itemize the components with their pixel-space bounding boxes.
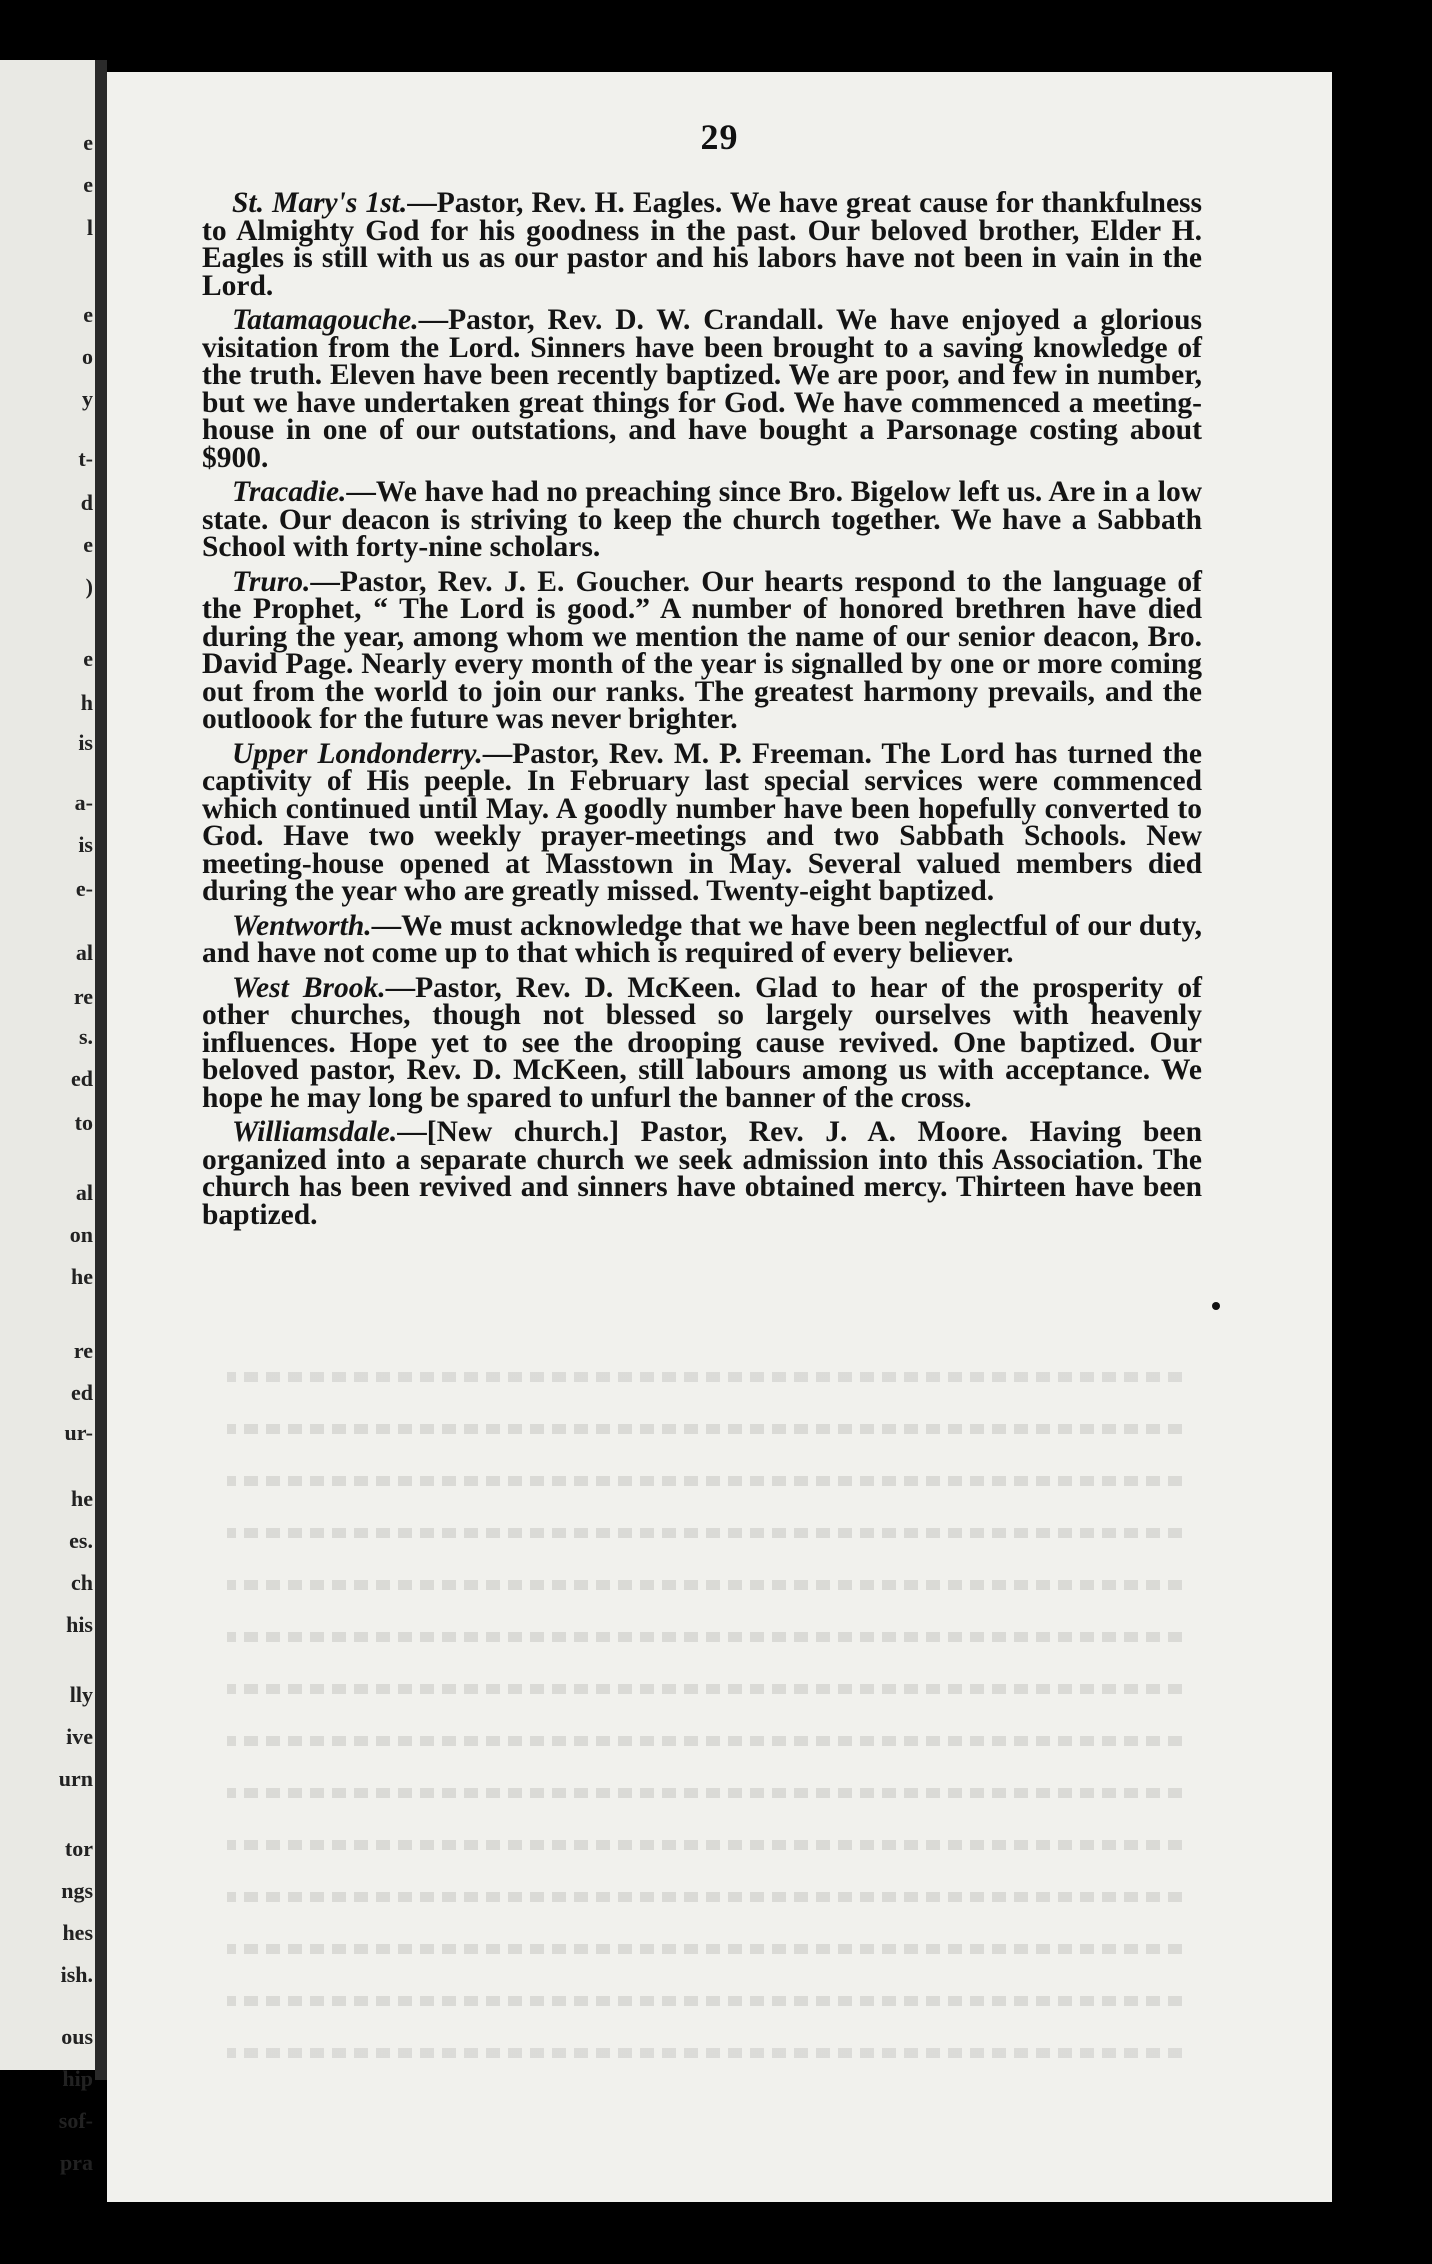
bleed-line — [227, 1528, 1182, 1538]
margin-fragment: pra — [60, 2150, 93, 2175]
margin-fragment: his — [66, 1612, 93, 1637]
report-text: —We have had no preaching since Bro. Bigelow left us. Are in a low state. Our deacon is striving to keep the church together. We have a Sabbath School with forty-nine scholars. — [202, 476, 1202, 563]
report-text: —Pastor, Rev. H. Eagles. We have great cause for thankfulness to Almighty God for his goodness in the past. Our beloved brother, Elder H. Eagles is still with us as our pastor and his labors have not been in vain in the Lord. — [202, 187, 1202, 302]
church-reports — [202, 187, 1202, 1236]
church-name: Tracadie. — [232, 476, 347, 508]
church-report-tatamagouche — [202, 304, 1202, 474]
margin-fragment: s. — [78, 1024, 93, 1049]
bleed-line — [227, 1476, 1182, 1486]
bleed-line — [227, 1684, 1182, 1694]
margin-fragment: ch — [71, 1570, 93, 1595]
report-text: —Pastor, Rev. D. McKeen. Glad to hear of the prosperity of other churches, though not blessed so largely ourselves with heavenly influences. Hope yet to see the drooping cause revived. One baptized. Our beloved pastor, Rev. D. McKeen, still labours among us with acceptance. We hope he may long be spared to unfurl the banner of the cross. — [202, 971, 1202, 1114]
margin-fragment: e — [83, 172, 93, 197]
margin-fragment: l — [86, 215, 93, 240]
margin-fragment: on — [69, 1222, 93, 1247]
margin-fragment: ed — [71, 1066, 93, 1091]
margin-fragment: is — [78, 730, 93, 755]
margin-fragment: al — [75, 940, 93, 965]
bleed-line — [227, 1736, 1182, 1746]
church-name: Truro. — [232, 565, 311, 598]
report-text: —Pastor, Rev. M. P. Freeman. The Lord has turned the captivity of His peeple. In February last special services were commenced which continued until May. A goodly number have been hopefully converted to God. Have two weekly prayer-meetings and two Sabbath Schools. New meeting-house opened at Masstown in May. Several valued members died during the year who are greatly missed. Twenty-eight baptized. — [202, 737, 1202, 907]
bleed-line — [227, 1580, 1182, 1590]
margin-fragment: ) — [85, 574, 93, 599]
bleed-line — [227, 1944, 1182, 1954]
margin-fragment: a- — [74, 790, 93, 815]
margin-fragment: d — [80, 490, 93, 515]
report-text: —We must acknowledge that we have been neglectful of our duty, and have not come up to that which is required of every believer. — [202, 909, 1202, 969]
bleed-line — [227, 2048, 1182, 2058]
margin-fragment: to — [74, 1110, 93, 1135]
church-report-truro — [202, 565, 1202, 735]
margin-fragment: t- — [78, 446, 93, 471]
church-name: Tatamagouche. — [232, 304, 419, 336]
margin-fragment: ous — [61, 2024, 93, 2049]
margin-fragment: is — [78, 832, 93, 857]
margin-fragment: lly — [69, 1682, 93, 1707]
church-report-st-marys — [202, 187, 1202, 302]
church-report-upper-londonderry — [202, 737, 1202, 907]
margin-fragment: e — [83, 646, 93, 671]
ink-mark — [1212, 1302, 1220, 1310]
church-report-west-brook — [202, 971, 1202, 1114]
report-text: —Pastor, Rev. D. W. Crandall. We have enjoyed a glorious visitation from the Lord. Sinners have been brought to a saving knowledge of the truth. Eleven have been recently baptized. We are poor, and few in number, but we have undertaken great things for God. We have commenced a meeting-house in one of our outstations, and have bought a Parsonage costing about $900. — [202, 304, 1202, 474]
church-report-williamsdale — [202, 1116, 1202, 1231]
margin-fragment: y — [82, 386, 93, 411]
church-name: Upper Londonderry. — [232, 737, 483, 770]
church-name: Wentworth. — [232, 909, 372, 942]
margin-fragment: sof- — [58, 2108, 93, 2133]
margin-fragment: ngs — [61, 1878, 93, 1903]
bleed-line — [227, 1788, 1182, 1798]
margin-fragment: he — [71, 1264, 93, 1289]
church-name: Williamsdale. — [232, 1116, 398, 1148]
margin-fragment: o — [82, 344, 93, 369]
report-text: —Pastor, Rev. J. E. Goucher. Our hearts respond to the language of the Prophet, “ The Lord is good.” A number of honored brethren have died during the year, among whom we mention the name of our senior deacon, Bro. David Page. Nearly every month of the year is signalled by one or more coming out from the world to join our ranks. The greatest harmony prevails, and the outloook for the future was never brighter. — [202, 565, 1202, 735]
margin-fragment: e- — [75, 876, 93, 901]
bleed-line — [227, 1840, 1182, 1850]
church-name: West Brook. — [232, 971, 386, 1004]
page-number: 29 — [700, 117, 739, 157]
margin-fragment: ive — [66, 1724, 93, 1749]
bleed-line — [227, 1632, 1182, 1642]
bleed-line — [227, 1892, 1182, 1902]
margin-fragment: re — [73, 984, 93, 1009]
margin-fragment: e — [83, 130, 93, 155]
book-gutter — [95, 60, 107, 2080]
margin-fragment: re — [73, 1338, 93, 1363]
margin-fragment: tor — [64, 1836, 93, 1861]
bleed-line — [227, 1996, 1182, 2006]
bleed-line — [227, 1372, 1182, 1382]
church-report-tracadie — [202, 476, 1202, 563]
church-name: St. Mary's 1st. — [232, 187, 408, 219]
margin-fragment: hes — [62, 1920, 93, 1945]
margin-fragment: e — [83, 302, 93, 327]
margin-fragment: e — [83, 532, 93, 557]
margin-fragment: es. — [69, 1528, 93, 1553]
margin-fragment: al — [75, 1180, 93, 1205]
bleed-line — [227, 1424, 1182, 1434]
margin-fragment: he — [71, 1486, 93, 1511]
margin-fragment: h — [80, 690, 93, 715]
church-report-wentworth — [202, 909, 1202, 969]
margin-fragment: ur- — [64, 1420, 93, 1445]
margin-fragment: hip — [62, 2066, 93, 2091]
margin-fragment: urn — [58, 1766, 93, 1791]
margin-fragment: ed — [71, 1380, 93, 1405]
facing-page-edge — [0, 60, 95, 2175]
report-text: —[New church.] Pastor, Rev. J. A. Moore. Having been organized into a separate church we seek admission into this Association. The church has been revived and sinners have obtained mercy. Thirteen have been baptized. — [202, 1116, 1202, 1231]
document-page — [107, 72, 1332, 2202]
margin-fragment: ish. — [60, 1962, 93, 1987]
